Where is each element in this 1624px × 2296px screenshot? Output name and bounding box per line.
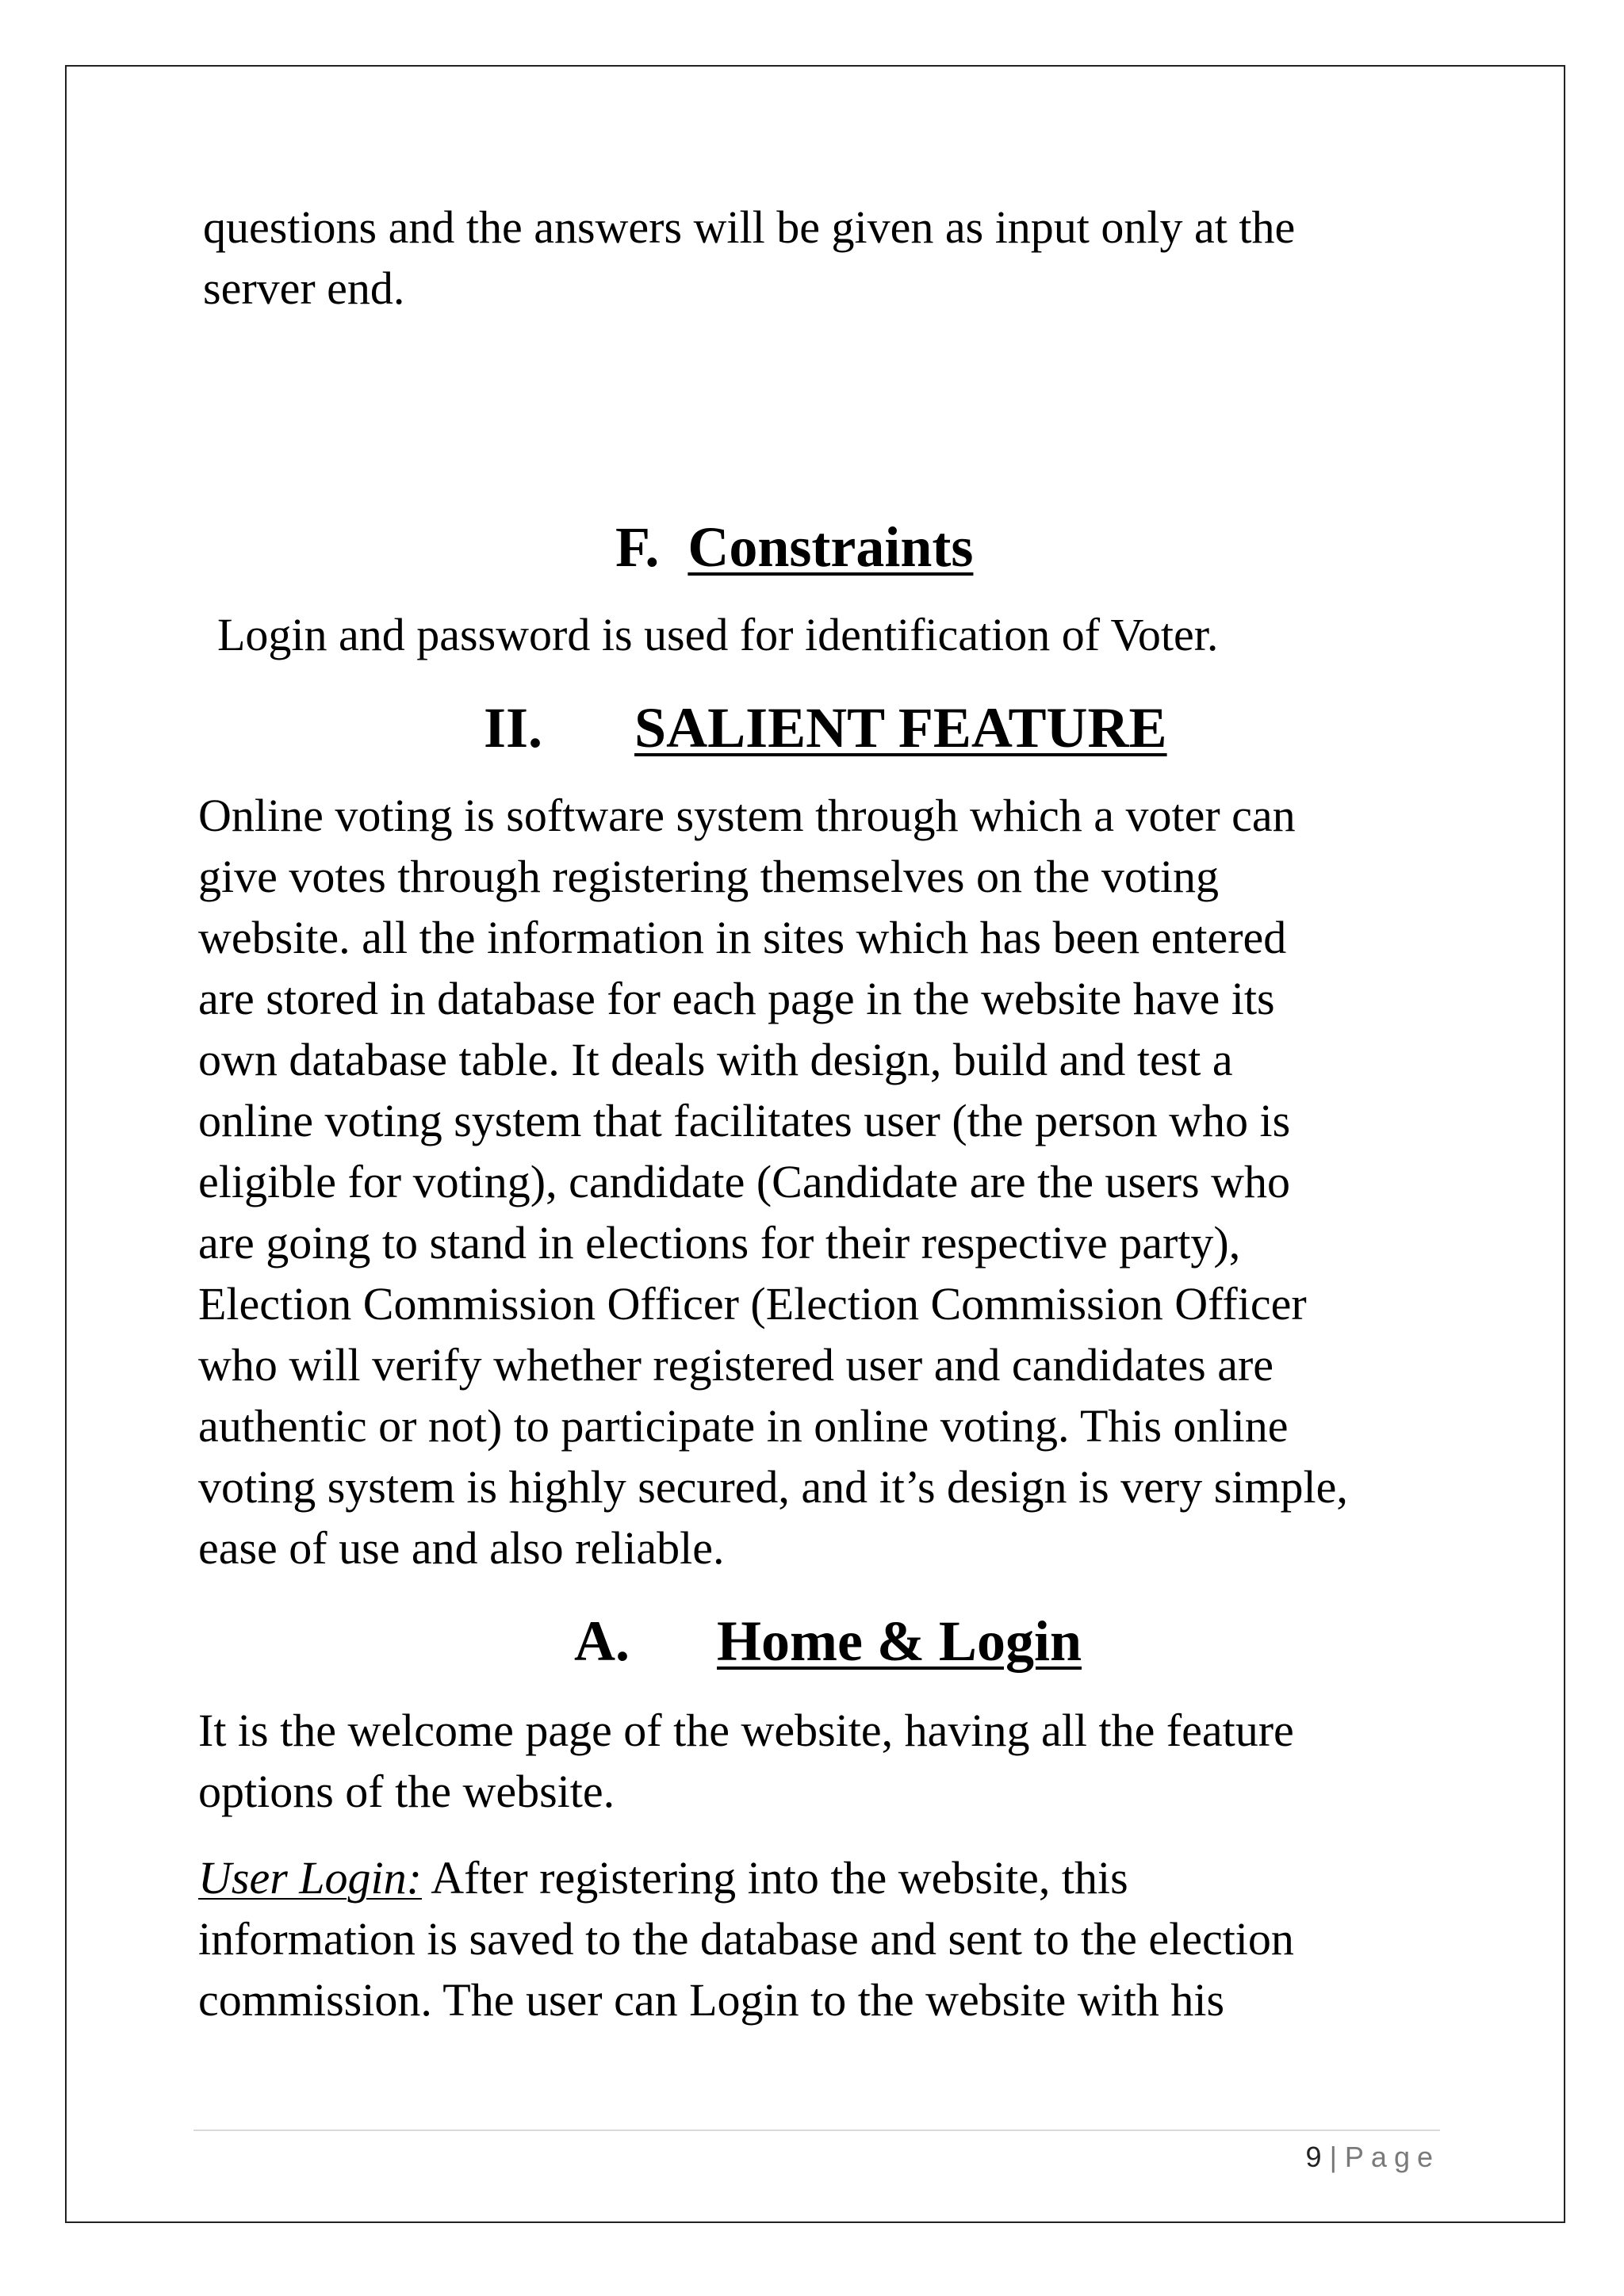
section-f-title: Constraints xyxy=(688,515,974,579)
paragraph-line: are going to stand in elections for their respective party), xyxy=(198,1217,1241,1269)
paragraph-line: who will verify whether registered user and candidates are xyxy=(198,1339,1274,1391)
intro-line: questions and the answers will be given as input only at the xyxy=(203,201,1296,253)
section-a-title: Home & Login xyxy=(717,1609,1082,1673)
paragraph-line: It is the welcome page of the website, having all the feature xyxy=(198,1705,1294,1756)
paragraph-line: options of the website. xyxy=(198,1766,615,1817)
user-login-paragraph xyxy=(198,1847,1294,2030)
section-f-heading xyxy=(615,511,973,583)
paragraph-line: are stored in database for each page in the website have its xyxy=(198,973,1275,1024)
paragraph-line: own database table. It deals with design, build and test a xyxy=(198,1034,1233,1085)
paragraph-line: Online voting is software system through which a voter can xyxy=(198,790,1296,841)
paragraph-line: ease of use and also reliable. xyxy=(198,1522,725,1574)
paragraph-line: website. all the information in sites which has been entered xyxy=(198,912,1287,963)
user-login-text: After registering into the website, this xyxy=(421,1852,1128,1904)
paragraph-line: eligible for voting), candidate (Candidate are the users who xyxy=(198,1156,1291,1207)
user-login-label: User Login: xyxy=(198,1852,422,1904)
intro-line: server end. xyxy=(203,262,405,314)
paragraph-line: authentic or not) to participate in online voting. This online xyxy=(198,1400,1289,1452)
paragraph-line: information is saved to the database and sent to the election xyxy=(198,1913,1294,1965)
section-f-letter: F. xyxy=(615,515,660,579)
paragraph-line: give votes through registering themselves on the voting xyxy=(198,851,1220,902)
section-ii-title: SALIENT FEATURE xyxy=(634,696,1167,760)
page-word: Page xyxy=(1344,2141,1440,2173)
section-f-body: Login and password is used for identification of Voter. xyxy=(217,609,1219,660)
footer-divider xyxy=(193,2130,1440,2131)
section-a-letter: A. xyxy=(574,1609,630,1673)
section-a-heading xyxy=(574,1605,1082,1677)
home-login-paragraph xyxy=(198,1700,1294,1822)
salient-feature-paragraph xyxy=(198,785,1348,1578)
page-footer xyxy=(1306,2141,1440,2174)
page-number: 9 xyxy=(1305,2141,1322,2173)
paragraph-line xyxy=(198,1847,1294,1908)
paragraph-line: online voting system that facilitates user (the person who is xyxy=(198,1095,1291,1146)
paragraph-line: Election Commission Officer (Election Commission Officer xyxy=(198,1278,1307,1330)
footer-separator: | xyxy=(1329,2141,1337,2173)
intro-paragraph xyxy=(203,197,1295,319)
paragraph-line: voting system is highly secured, and it’s design is very simple, xyxy=(198,1461,1348,1513)
section-ii-heading xyxy=(484,692,1167,763)
paragraph-line: commission. The user can Login to the website with his xyxy=(198,1974,1225,2026)
section-ii-numeral: II. xyxy=(484,696,543,760)
